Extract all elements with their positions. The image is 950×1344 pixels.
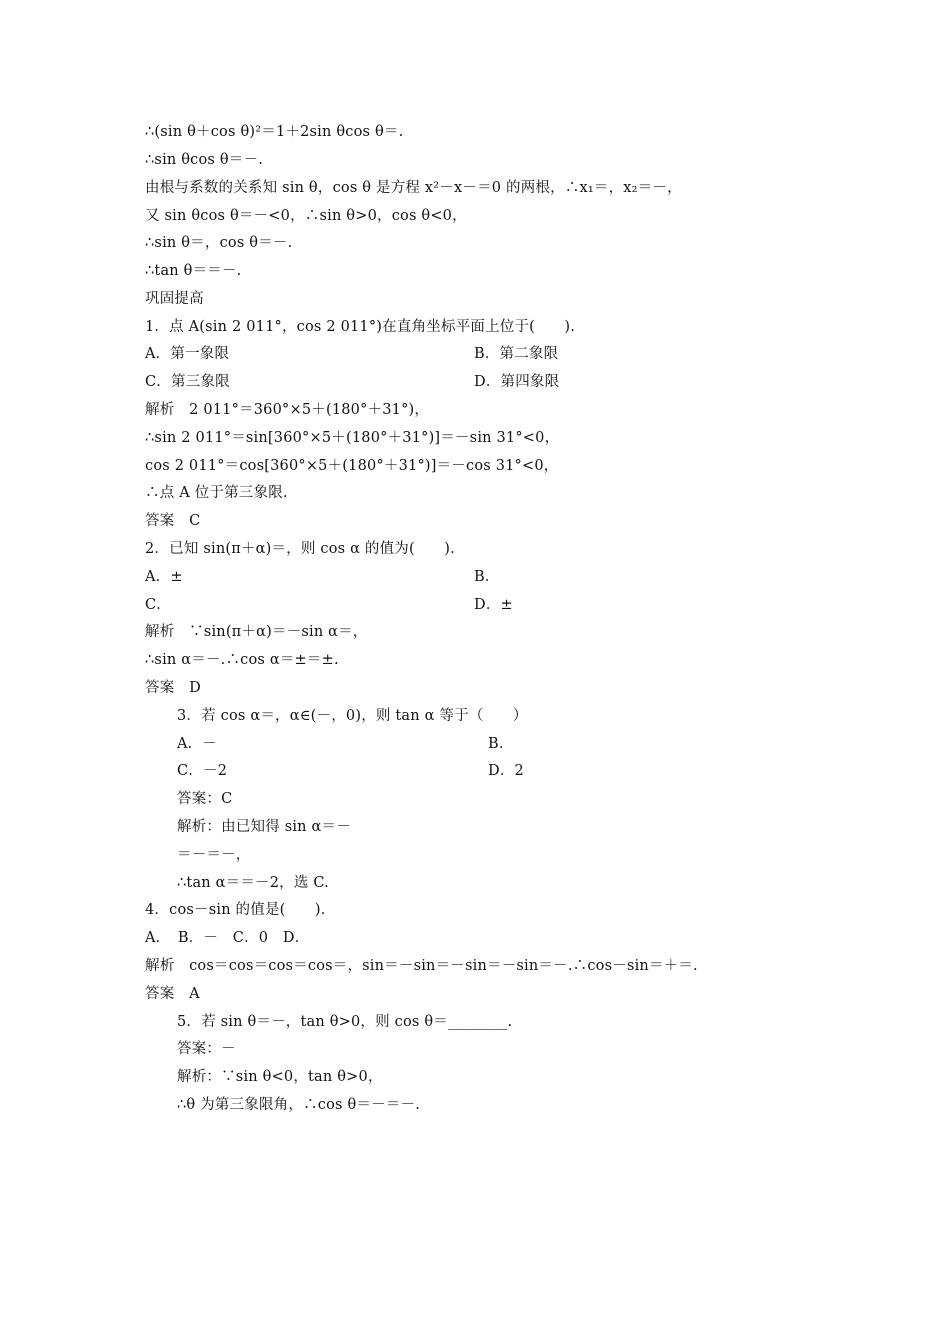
options-inline: A． B．－ C．0 D． [145,930,310,946]
option-b: B．第二象限 [474,346,559,362]
option-b: B． [474,569,500,585]
analysis-line: 解析 ∵sin(π＋α)＝－sin α＝， [145,624,368,640]
option-d: D．± [474,597,513,613]
section-heading: 巩固提高 [145,291,204,307]
answer-line: 答案：－ [177,1041,236,1057]
text-line: ∴(sin θ＋cos θ)²＝1＋2sin θcos θ＝. [145,124,404,140]
option-a: A．第一象限 [145,346,230,362]
text-line: ∴sin θcos θ＝－. [145,152,264,168]
question-1: 1．点 A(sin 2 011°，cos 2 011°)在直角坐标平面上位于( ). [145,319,576,335]
analysis-line: 解析：∵sin θ<0，tan θ>0， [177,1069,383,1085]
question-5: 5．若 sin θ＝－，tan θ>0，则 cos θ＝________. [177,1014,513,1030]
analysis-line: ∴θ 为第三象限角，∴cos θ＝－＝－. [177,1097,421,1113]
option-c: C．－2 [177,763,228,779]
analysis-line: ∴sin α＝－.∴cos α＝±＝±. [145,652,339,668]
analysis-line: 解析 cos＝cos＝cos＝cos＝，sin＝－sin＝－sin＝－sin＝－.∴cos－sin＝＋＝. [145,958,698,974]
text-line: ∴sin θ＝，cos θ＝－. [145,235,293,251]
answer-line: 答案 A [145,986,200,1002]
text-line: ∴tan θ＝＝－. [145,263,242,279]
question-4: 4．cos－sin 的值是( ). [145,902,326,918]
option-c: C．第三象限 [145,374,230,390]
question-2: 2．已知 sin(π＋α)＝，则 cos α 的值为( ). [145,541,455,557]
answer-line: 答案 D [145,680,201,696]
option-d: D．第四象限 [474,374,560,390]
option-b: B． [488,736,514,752]
option-a: A．± [145,569,183,585]
text-line: 由根与系数的关系知 sin θ，cos θ 是方程 x²－x－＝0 的两根，∴x₁＝，x₂＝－， [145,180,682,196]
option-c: C． [145,597,171,613]
option-a: A．－ [177,736,218,752]
text-line: 又 sin θcos θ＝－<0，∴sin θ>0，cos θ<0， [145,208,467,224]
option-d: D．2 [488,763,524,779]
analysis-line: 解析：由已知得 sin α＝－ [177,819,351,835]
analysis-line: cos 2 011°＝cos[360°×5＋(180°＋31°)]＝－cos 31°<0， [145,458,559,474]
analysis-line: ∴tan α＝＝－2，选 C. [177,875,329,891]
answer-line: 答案：C [177,791,233,807]
analysis-line: ∴sin 2 011°＝sin[360°×5＋(180°＋31°)]＝－sin 31°<0， [145,430,560,446]
question-3: 3．若 cos α＝，α∈(－，0)，则 tan α 等于（ ） [177,708,528,724]
analysis-line: ∴点 A 位于第三象限. [145,485,288,501]
analysis-line: ＝－＝－， [177,847,251,863]
answer-line: 答案 C [145,513,201,529]
analysis-line: 解析 2 011°＝360°×5＋(180°＋31°)， [145,402,430,418]
